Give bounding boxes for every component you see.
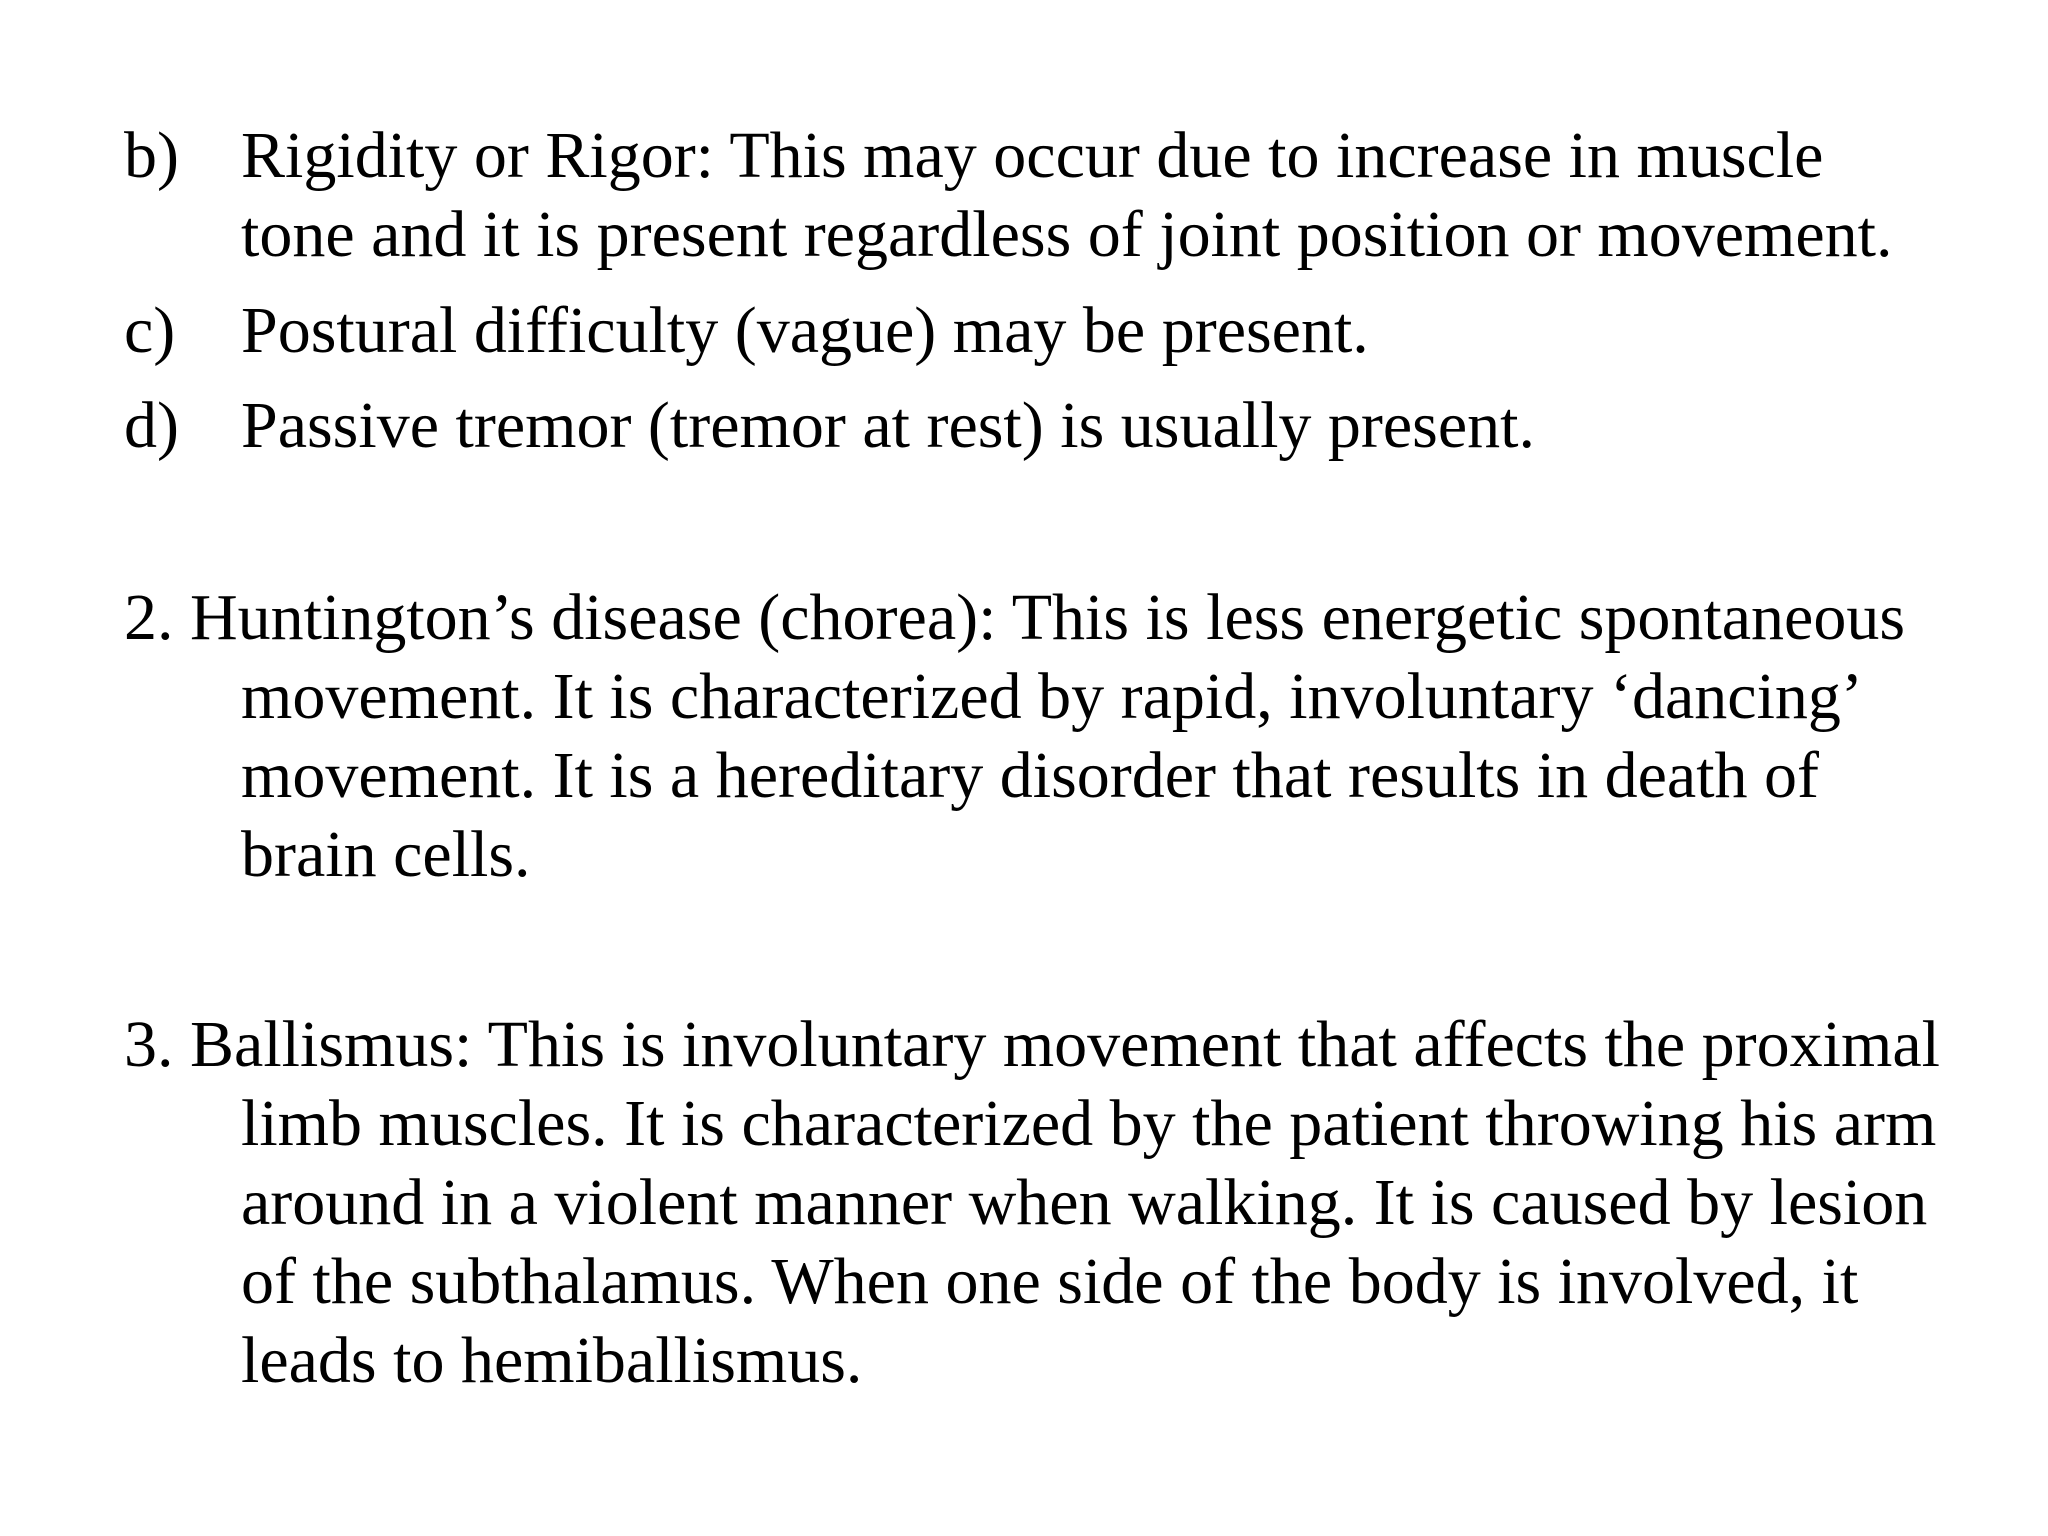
list-marker: b)	[124, 119, 179, 192]
list-item-text-line: Rigidity or Rigor: This may occur due to increase in muscle	[241, 119, 1824, 192]
paragraph-line: brain cells.	[241, 818, 531, 891]
list-item-text-line: Passive tremor (tremor at rest) is usually present.	[241, 389, 1535, 462]
paragraph-line: movement. It is characterized by rapid, involuntary ‘dancing’	[241, 660, 1863, 733]
paragraph-line: movement. It is a hereditary disorder that results in death of	[241, 739, 1820, 812]
paragraph-line: around in a violent manner when walking. It is caused by lesion	[241, 1166, 1928, 1239]
paragraph-line: limb muscles. It is characterized by the patient throwing his arm	[241, 1087, 1937, 1160]
list-item-text-line: Postural difficulty (vague) may be present.	[241, 294, 1369, 367]
list-marker: c)	[124, 294, 176, 367]
paragraph-line: 2. Huntington’s disease (chorea): This is less energetic spontaneous	[124, 581, 1906, 654]
paragraph-line: of the subthalamus. When one side of the body is involved, it	[241, 1245, 1859, 1318]
list-item-text-line: tone and it is present regardless of joint position or movement.	[241, 198, 1893, 271]
paragraph-line: leads to hemiballismus.	[241, 1324, 863, 1397]
paragraph-line: 3. Ballismus: This is involuntary movement that affects the proximal	[124, 1008, 1940, 1081]
list-marker: d)	[124, 389, 179, 462]
